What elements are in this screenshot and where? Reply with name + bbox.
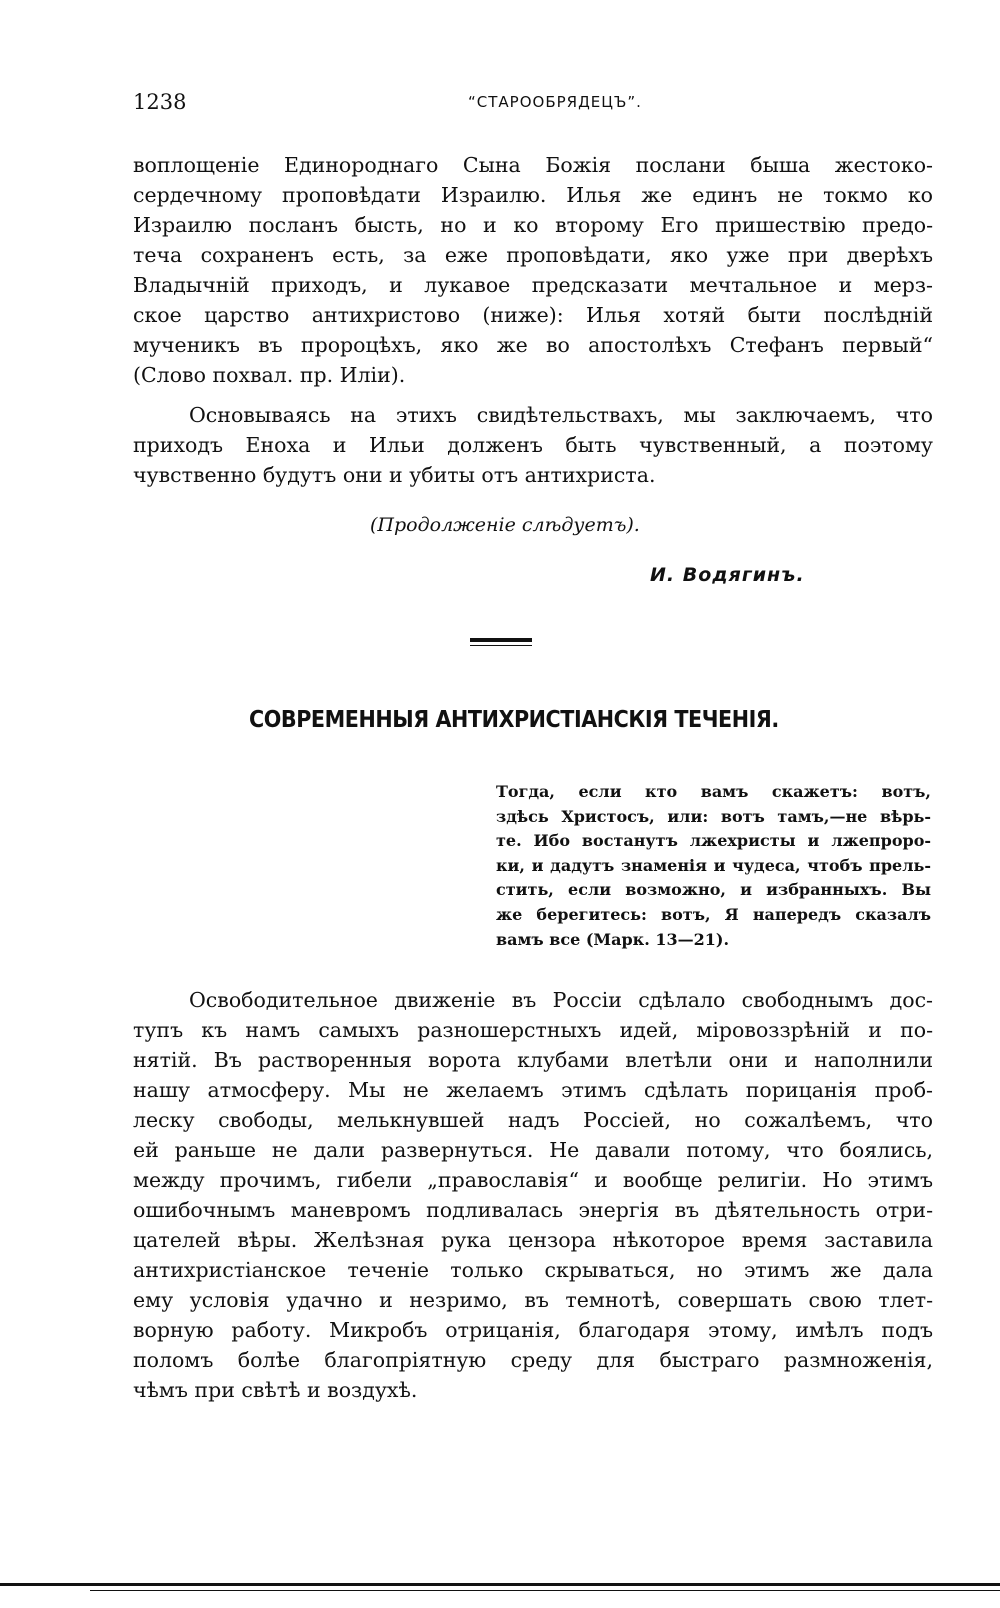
text-line: (Слово похвал. пр. Иліи). xyxy=(133,363,406,387)
section-title: СОВРЕМЕННЫЯ АНТИХРИСТІАНСКІЯ ТЕЧЕНІЯ. xyxy=(249,707,779,733)
text-line: теча сохраненъ есть, за еже проповѣдати, яко уже при дверѣхъ xyxy=(133,243,933,267)
text-line: тупъ къ намъ самыхъ разношерстныхъ идей, міровоззрѣній и по- xyxy=(133,1018,933,1042)
epigraph-line: вамъ все (Марк. 13—21). xyxy=(496,929,730,949)
text-line: воплощеніе Единороднаго Сына Божія послани быша жестоко- xyxy=(133,153,933,177)
text-line: приходъ Еноха и Ильи долженъ быть чувственный, а поэтому xyxy=(133,433,933,457)
bottom-rule-thin xyxy=(90,1590,1000,1591)
continued-note: (Продолженіе слѣдуетъ). xyxy=(370,514,640,536)
text-line: чѣмъ при свѣтѣ и воздухѣ. xyxy=(133,1378,418,1402)
author-signature: И. Водягинъ. xyxy=(650,564,805,586)
text-line: чувственно будутъ они и убиты отъ антихриста. xyxy=(133,463,656,487)
paragraph-2 xyxy=(133,400,933,490)
epigraph xyxy=(496,780,931,952)
epigraph-line: стить, если возможно, и избранныхъ. Вы xyxy=(496,880,931,900)
section-divider-thick xyxy=(470,638,532,642)
epigraph-line: здѣсь Христосъ, или: вотъ тамъ,—не вѣрь- xyxy=(496,806,931,826)
text-line: сердечному проповѣдати Израилю. Илья же единъ не токмо ко xyxy=(133,183,933,207)
page-header xyxy=(133,90,933,120)
text-line: ворную работу. Микробъ отрицанія, благодаря этому, имѣлъ подъ xyxy=(133,1318,933,1342)
text-line: ошибочнымъ маневромъ подливалась энергія въ дѣятельность отри- xyxy=(133,1198,933,1222)
text-line: между прочимъ, гибели „православія“ и вообще религіи. Но этимъ xyxy=(133,1168,933,1192)
text-line: мученикъ въ пророцѣхъ, яко же во апостолѣхъ Стефанъ первый“ xyxy=(133,333,933,357)
text-line: антихристіанское теченіе только скрываться, но этимъ же дала xyxy=(133,1258,933,1282)
text-line: поломъ болѣе благопріятную среду для быстраго размноженія, xyxy=(133,1348,933,1372)
epigraph-line: же берегитесь: вотъ, Я напередъ сказалъ xyxy=(496,904,931,924)
text-line: Основываясь на этихъ свидѣтельствахъ, мы заключаемъ, что xyxy=(189,403,933,427)
text-line: ское царство антихристово (ниже): Илья хотяй быти послѣдній xyxy=(133,303,933,327)
journal-title: “СТАРООБРЯДЕЦЪ”. xyxy=(468,93,642,111)
text-line: нашу атмосферу. Мы не желаемъ этимъ сдѣлать порицанія проб- xyxy=(133,1078,933,1102)
text-line: ему условія удачно и незримо, въ темнотѣ, совершать свою тлет- xyxy=(133,1288,933,1312)
text-line: цателей вѣры. Желѣзная рука цензора нѣкоторое время заставила xyxy=(133,1228,933,1252)
text-line: леску свободы, мелькнувшей надъ Россіей, но сожалѣемъ, что xyxy=(133,1108,933,1132)
bottom-rule-thick xyxy=(0,1583,1000,1586)
text-line: Израилю посланъ бысть, но и ко второму Его пришествію предо- xyxy=(133,213,933,237)
text-line: Владычній приходъ, и лукавое предсказати мечтальное и мерз- xyxy=(133,273,933,297)
epigraph-line: Тогда, если кто вамъ скажетъ: вотъ, xyxy=(496,782,931,801)
paragraph-1 xyxy=(133,150,933,390)
epigraph-line: те. Ибо востанутъ лжехристы и лжепроро- xyxy=(496,831,931,851)
page-number: 1238 xyxy=(133,90,187,114)
text-line: Освободительное движеніе въ Россіи сдѣлало свободнымъ дос- xyxy=(189,988,933,1012)
text-line: нятій. Въ растворенныя ворота клубами влетѣли они и наполнили xyxy=(133,1048,933,1072)
paragraph-3 xyxy=(133,985,933,1405)
text-line: ей раньше не дали развернуться. Не давали потому, что боялись, xyxy=(133,1138,933,1162)
section-divider-thin xyxy=(470,645,532,646)
epigraph-line: ки, и дадутъ знаменія и чудеса, чтобъ прель- xyxy=(496,855,931,875)
